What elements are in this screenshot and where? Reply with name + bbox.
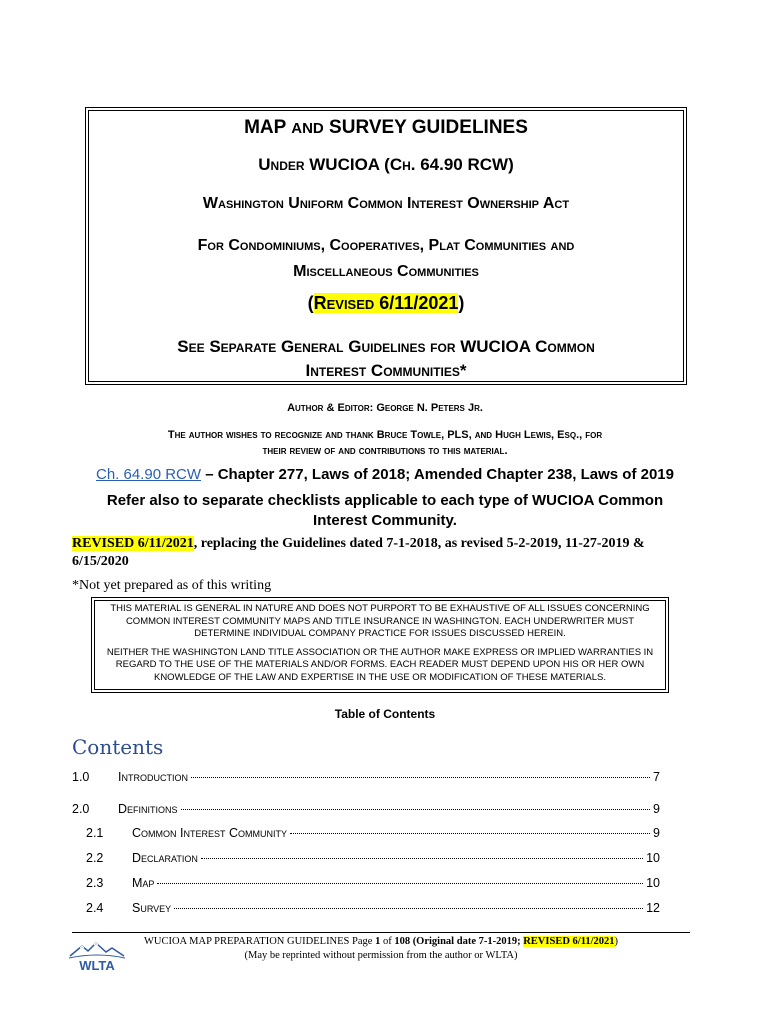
toc-caption: Table of Contents	[334, 707, 436, 721]
revised-highlight: Revised 6/11/2021	[313, 293, 459, 313]
toc-entry-introduction[interactable]: 1.0 Introduction 7	[72, 770, 660, 784]
refer-note: Refer also to separate checklists applicable to each type of WUCIOA Common Interest Community.	[106, 492, 664, 529]
rcw-link[interactable]: Ch. 64.90 RCW	[95, 466, 202, 483]
footer-divider	[72, 932, 690, 933]
toc-entry-common-interest-community[interactable]: 2.1 Common Interest Community 9	[86, 826, 660, 840]
disclaimer-box	[94, 600, 666, 690]
title-line-6: See Separate General Guidelines for WUCIOA Common Interest Communities*	[177, 337, 595, 380]
disclaimer-paragraph-2: NEITHER THE WASHINGTON LAND TITLE ASSOCIATION OR THE AUTHOR MAKE EXPRESS OR IMPLIED WARRANTIES IN REGARD TO THE USE OF THE MATERIALS AND/OR FORMS. EACH READER MUST DEPEND UPON HIS OR HER OWN KNOWLEDGE OF THE LAW AND EXPERTISE IN THE USE OR MODIFICATION OF THESE MATERIALS.	[106, 646, 654, 683]
disclaimer-paragraph-1: THIS MATERIAL IS GENERAL IN NATURE AND DOES NOT PURPORT TO BE EXHAUSTIVE OF ALL ISSUES CONCERNING COMMON INTEREST COMMUNITY MAPS AND TITLE INSURANCE IN WASHINGTON. EACH UNDERWRITER MUST DETERMINE INDIVIDUAL COMPANY PRACTICE FOR ISSUES DISCUSSED HEREIN.	[110, 603, 650, 639]
title-box	[88, 110, 684, 382]
author-line: Author & Editor: George N. Peters Jr.	[287, 402, 483, 414]
footer-reprint-note: (May be reprinted without permission from the author or WLTA)	[244, 950, 518, 961]
svg-text:WLTA: WLTA	[79, 958, 115, 973]
title-revised: (Revised 6/11/2021)	[307, 293, 465, 313]
toc-entry-survey[interactable]: 2.4 Survey 12	[86, 901, 660, 915]
toc-entry-declaration[interactable]: 2.2 Declaration 10	[86, 851, 660, 865]
not-yet-note: *Not yet prepared as of this writing	[72, 578, 272, 593]
title-line-2: Under WUCIOA (Ch. 64.90 RCW)	[258, 155, 514, 174]
title-line-1: MAP AND SURVEY GUIDELINES	[244, 117, 528, 138]
title-line-3: Washington Uniform Common Interest Ownership Act	[202, 195, 570, 212]
toc-entry-map[interactable]: 2.3 Map 10	[86, 876, 660, 890]
revised-note: REVISED 6/11/2021, replacing the Guidelines dated 7-1-2018, as revised 5-2-2019, 11-27-2019 & 6/15/2020	[72, 536, 645, 569]
contents-heading: Contents	[72, 735, 164, 759]
footer-page-info: WUCIOA MAP PREPARATION GUIDELINES Page 1 of 108 (Original date 7-1-2019; REVISED 6/11/2021)	[143, 936, 619, 947]
title-line-4: For Condominiums, Cooperatives, Plat Communities and Miscellaneous Communities	[197, 237, 575, 280]
acknowledgement: The author wishes to recognize and thank Bruce Towle, PLS, and Hugh Lewis, Esq., for their review of and contributions to this material.	[167, 429, 603, 457]
law-reference: Ch. 64.90 RCW – Chapter 277, Laws of 2018; Amended Chapter 238, Laws of 2019	[95, 466, 674, 483]
toc-entry-definitions[interactable]: 2.0 Definitions 9	[72, 802, 660, 816]
